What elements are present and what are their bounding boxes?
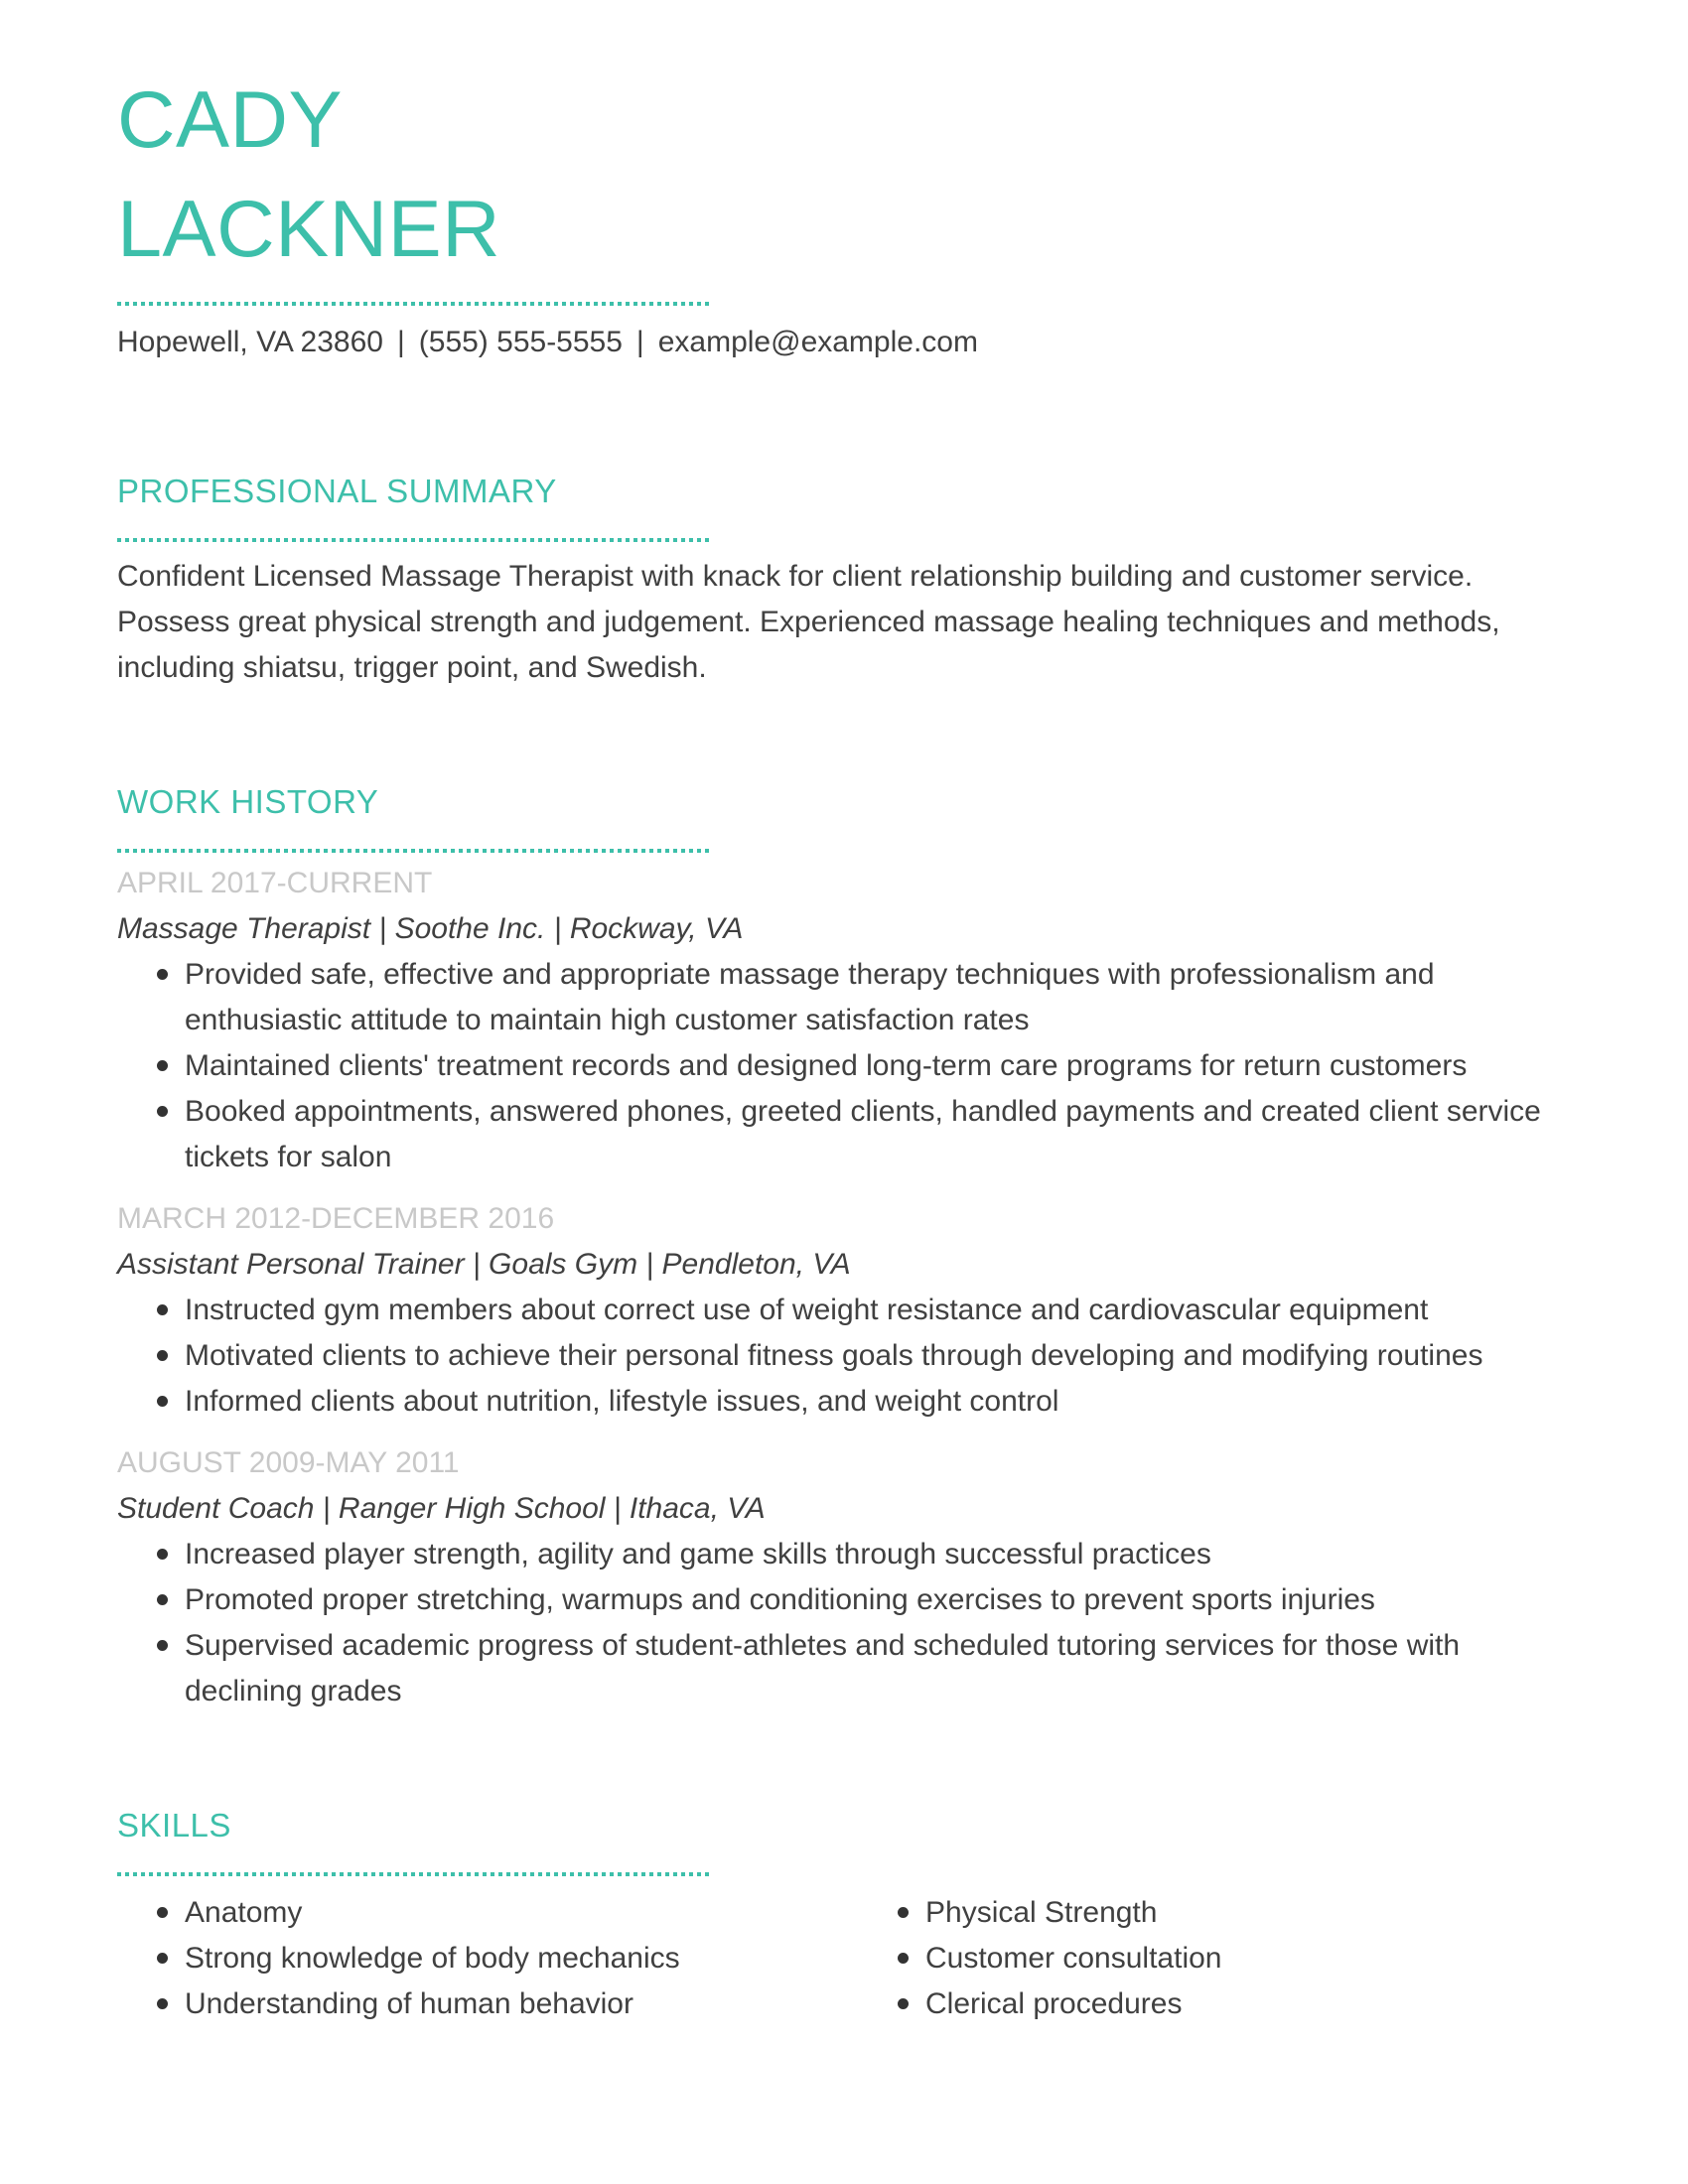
skill-item: Anatomy	[117, 1890, 858, 1936]
job-entry	[117, 1196, 1549, 1425]
name-first: CADY	[117, 75, 344, 165]
contact-line	[117, 320, 1549, 365]
resume-header	[117, 66, 1549, 365]
job-bullet-list	[117, 952, 1549, 1180]
bullet-item: Booked appointments, answered phones, greeted clients, handled payments and created client service tickets for salon	[117, 1089, 1549, 1180]
skills-left-column	[117, 1890, 858, 2027]
contact-location: Hopewell, VA 23860	[117, 326, 383, 358]
section-heading-skills: SKILLS	[117, 1807, 231, 1843]
bullet-item: Maintained clients' treatment records and designed long-term care programs for return customers	[117, 1043, 1549, 1089]
job-title: Massage Therapist | Soothe Inc. | Rockway, VA	[117, 912, 744, 945]
bullet-item: Supervised academic progress of student-athletes and scheduled tutoring services for those with declining grades	[117, 1623, 1549, 1714]
contact-separator: |	[635, 326, 644, 358]
skill-item: Clerical procedures	[858, 1981, 1549, 2027]
dotted-divider	[117, 538, 711, 542]
job-entry	[117, 861, 1549, 1180]
dotted-divider	[117, 1872, 711, 1876]
skill-item: Understanding of human behavior	[117, 1981, 858, 2027]
bullet-item: Informed clients about nutrition, lifestyle issues, and weight control	[117, 1379, 1549, 1425]
dotted-divider	[117, 302, 711, 306]
skills-columns	[117, 1890, 1549, 2027]
candidate-name	[117, 66, 1549, 284]
skill-item: Customer consultation	[858, 1936, 1549, 1981]
section-professional-summary	[117, 469, 1549, 691]
skill-item: Physical Strength	[858, 1890, 1549, 1936]
job-dates: AUGUST 2009-MAY 2011	[117, 1446, 460, 1479]
contact-email: example@example.com	[657, 326, 978, 358]
section-heading-work-history: WORK HISTORY	[117, 783, 379, 820]
contact-phone: (555) 555-5555	[418, 326, 623, 358]
dotted-divider	[117, 849, 711, 853]
summary-paragraph: Confident Licensed Massage Therapist with knack for client relationship building and customer service. Possess great physical strength and judgement. Experienced massage healing techniques and methods, including shiatsu, trigger point, and Swedish.	[117, 560, 1500, 684]
section-heading-professional-summary: PROFESSIONAL SUMMARY	[117, 473, 557, 509]
job-title: Assistant Personal Trainer | Goals Gym | Pendleton, VA	[117, 1248, 851, 1281]
job-bullet-list	[117, 1532, 1549, 1714]
bullet-item: Instructed gym members about correct use of weight resistance and cardiovascular equipment	[117, 1288, 1549, 1333]
bullet-item: Motivated clients to achieve their personal fitness goals through developing and modifying routines	[117, 1333, 1549, 1379]
job-dates: APRIL 2017-CURRENT	[117, 867, 433, 899]
bullet-item: Promoted proper stretching, warmups and conditioning exercises to prevent sports injuries	[117, 1577, 1549, 1623]
bullet-item: Provided safe, effective and appropriate massage therapy techniques with professionalism and enthusiastic attitude to maintain high customer satisfaction rates	[117, 952, 1549, 1043]
contact-separator: |	[396, 326, 405, 358]
skill-item: Strong knowledge of body mechanics	[117, 1936, 858, 1981]
job-entry	[117, 1440, 1549, 1714]
section-skills	[117, 1803, 1549, 2027]
name-last: LACKNER	[117, 185, 501, 274]
job-bullet-list	[117, 1288, 1549, 1425]
section-work-history	[117, 779, 1549, 1714]
job-dates: MARCH 2012-DECEMBER 2016	[117, 1202, 555, 1235]
bullet-item: Increased player strength, agility and game skills through successful practices	[117, 1532, 1549, 1577]
job-title: Student Coach | Ranger High School | Ithaca, VA	[117, 1492, 766, 1525]
skills-right-column	[858, 1890, 1549, 2027]
